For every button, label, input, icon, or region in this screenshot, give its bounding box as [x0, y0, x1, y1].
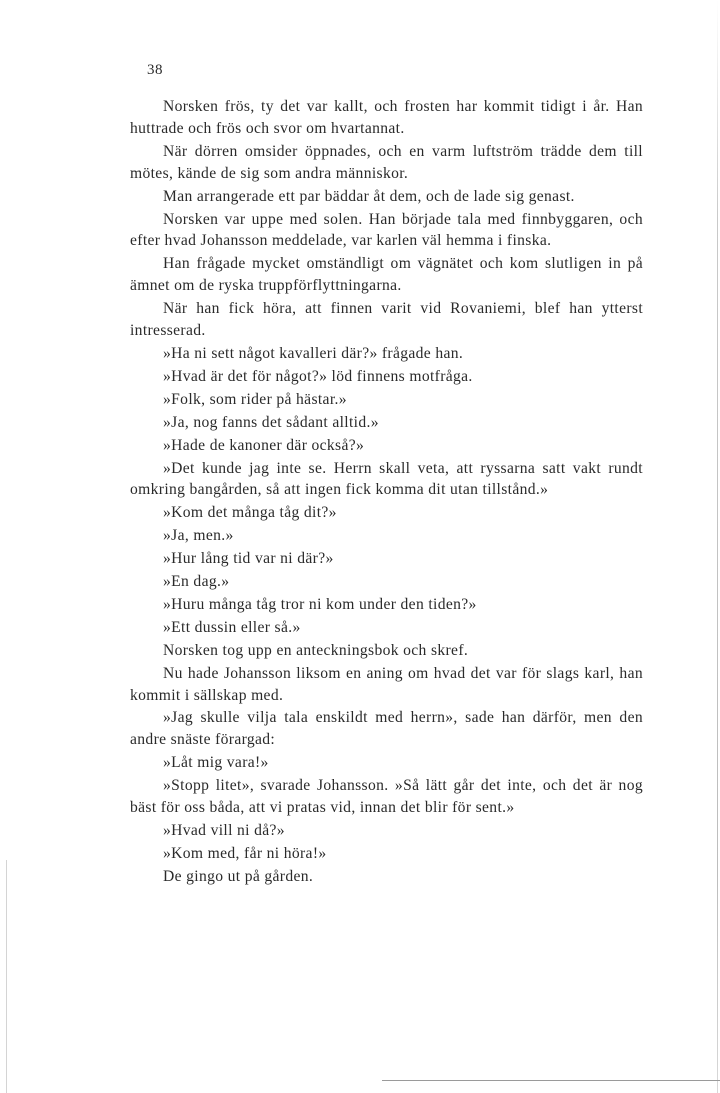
paragraph: »Låt mig vara!» [163, 754, 269, 772]
paragraph: »Huru många tåg tror ni kom under den tiden?» [163, 595, 477, 613]
paragraph: Man arrangerade ett par bäddar åt dem, och de lade sig genast. [163, 187, 575, 205]
paragraph: »En dag.» [163, 573, 230, 591]
body-text [130, 96, 643, 888]
paragraph: Nu hade Johansson liksom en aning om hvad det var för slags karl, han kommit i sällskap med. [130, 664, 643, 704]
page-edge-bottom [382, 1080, 720, 1081]
paragraph: »Ja, nog fanns det sådant alltid.» [163, 413, 379, 431]
paragraph: De gingo ut på gården. [163, 867, 314, 885]
paragraph: »Ha ni sett något kavalleri där?» frågade han. [163, 344, 464, 362]
paragraph: Norsken frös, ty det var kallt, och frosten har kommit tidigt i år. Han huttrade och frös och svor om hvartannat. [130, 98, 643, 137]
paragraph: »Kom det många tåg dit?» [163, 504, 337, 522]
paragraph: Norsken var uppe med solen. Han började tala med finnbyggaren, och efter hvad Johansson meddelade, var karlen väl hemma i finska. [130, 210, 643, 250]
page-number: 38 [147, 62, 163, 78]
paragraph: »Hvad är det för något?» löd finnens motfråga. [163, 367, 473, 385]
page-edge-left [6, 860, 7, 1093]
paragraph: »Hur lång tid var ni där?» [163, 550, 334, 568]
paragraph: Han frågade mycket omständligt om vägnätet och kom slutligen in på ämnet om de ryska truppförflyttningarna. [130, 255, 643, 295]
paragraph: När dörren omsider öppnades, och en varm luftström trädde dem till mötes, kände de sig som andra människor. [130, 142, 643, 182]
paragraph: »Det kunde jag inte se. Herrn skall veta, att ryssarna satt vakt rundt omkring bangården, så att ingen fick komma dit utan tillstånd.» [130, 459, 643, 499]
paragraph: »Ja, men.» [163, 527, 234, 545]
paragraph: »Kom med, får ni höra!» [163, 844, 327, 862]
paragraph: »Folk, som rider på hästar.» [163, 390, 347, 408]
paragraph: »Ett dussin eller så.» [163, 618, 301, 636]
paragraph: Norsken tog upp en anteckningsbok och skref. [163, 641, 469, 659]
paragraph: »Jag skulle vilja tala enskildt med herrn», sade han därför, men den andre snäste förargad: [130, 709, 643, 749]
page-edge-right [717, 0, 718, 1093]
paragraph: När han fick höra, att finnen varit vid Rovaniemi, blef han ytterst intresserad. [130, 300, 643, 340]
paragraph: »Hvad vill ni då?» [163, 822, 285, 839]
paragraph: »Stopp litet», svarade Johansson. »Så lätt går det inte, och det är nog bäst för oss båda, att vi pratas vid, innan det blir för sent.» [130, 777, 643, 817]
paragraph: »Hade de kanoner där också?» [163, 436, 365, 454]
